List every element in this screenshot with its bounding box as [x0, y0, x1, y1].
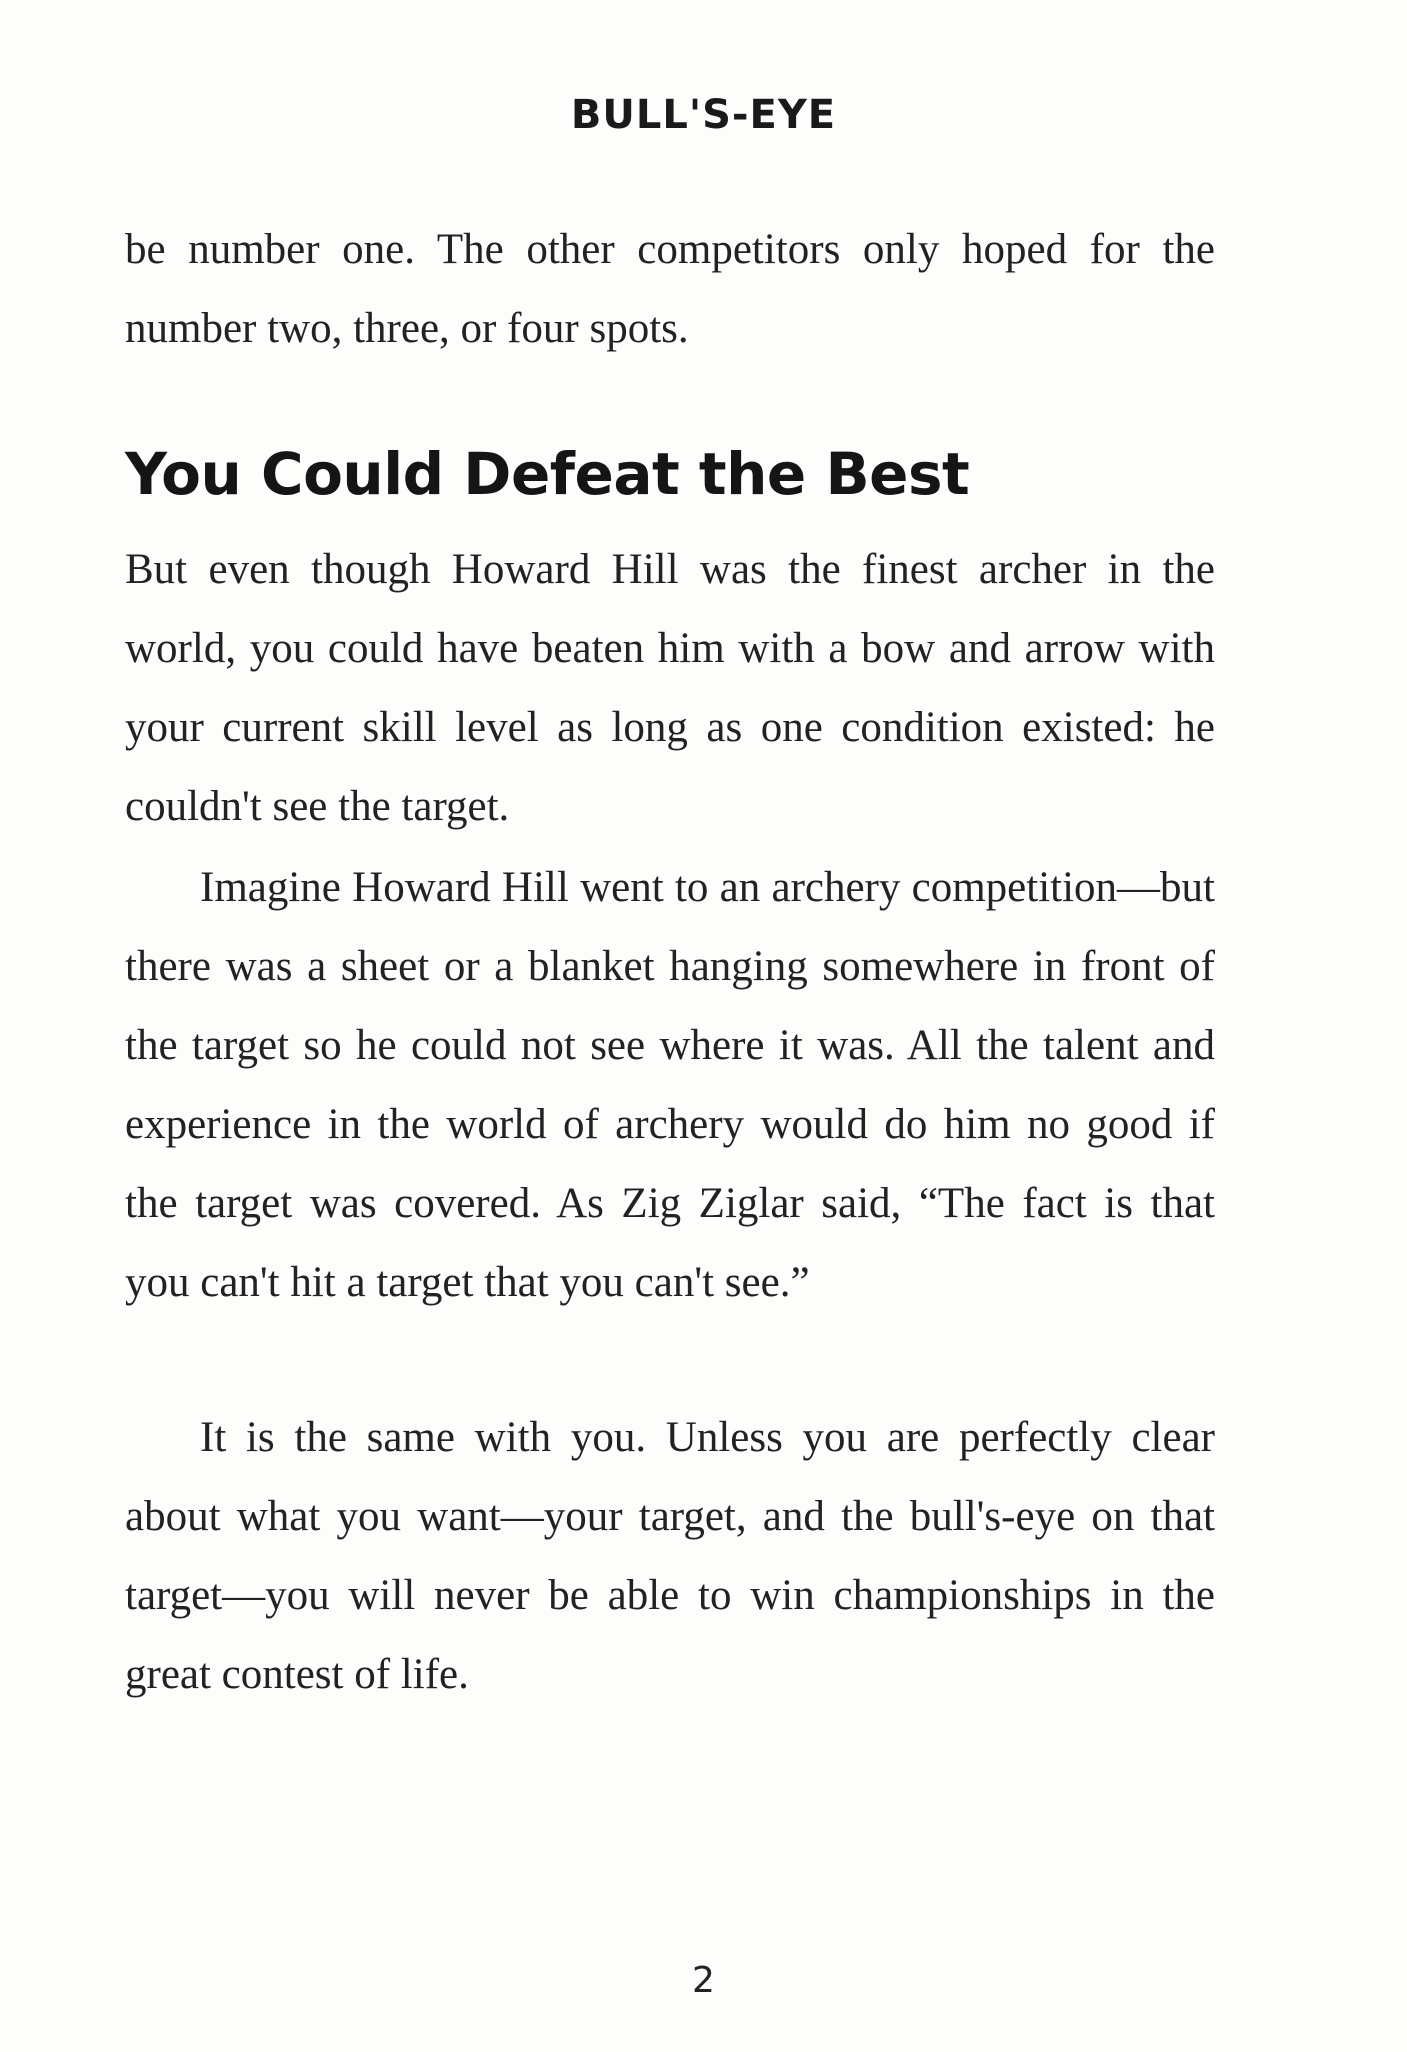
paragraph-1: But even though Howard Hill was the finest archer in the world, you could have beaten him with a bow and arrow with your current skill level as long as one condition existed: he couldn't see the target.	[125, 546, 1215, 830]
page-number: 2	[692, 1960, 715, 2001]
paragraph-2: Imagine Howard Hill went to an archery competition—but there was a sheet or a blanket hanging somewhere in front of the target so he could not see where it was. All the talent and experience in the world of archery would do him no good if the target was covered. As Zig Ziglar said, “The fact is that you can't hit a target that you can't see.”	[125, 864, 1215, 1306]
running-head: BULL'S-EYE	[570, 92, 837, 138]
section-heading: You Could Defeat the Best	[125, 440, 970, 508]
paragraph-3: It is the same with you. Unless you are perfectly clear about what you want—your target, and the bull's-eye on that target—you will never be able to win championships in the great contest of life.	[125, 1414, 1215, 1698]
continued-paragraph: be number one. The other competitors only hoped for the number two, three, or four spots.	[125, 226, 1215, 352]
